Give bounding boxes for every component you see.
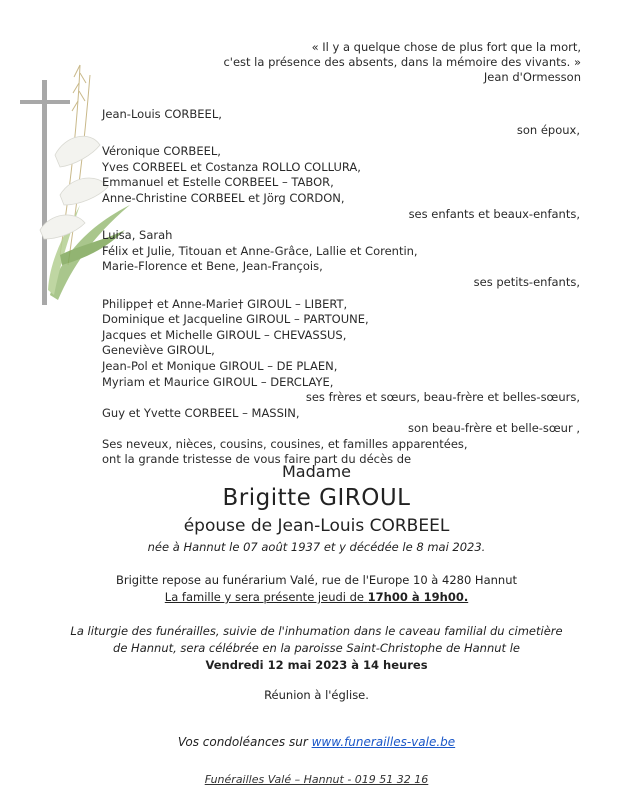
repose-info [80, 572, 553, 606]
family-name-line: Philippe† et Anne-Marie† GIROUL – LIBERT, [102, 296, 348, 311]
family-name-line: Myriam et Maurice GIROUL – DERCLAYE, [102, 374, 334, 389]
liturgy-info [70, 623, 563, 674]
relationship-label: ses enfants et beaux-enfants, [408, 206, 580, 221]
quote-author: Jean d'Ormesson [483, 70, 581, 84]
family-name-line: Geneviève GIROUL, [102, 343, 215, 358]
reunion-note: Réunion à l'église. [264, 688, 369, 702]
epigraph [221, 40, 581, 85]
footer [80, 773, 553, 786]
birth-death-line: née à Hannut le 07 août 1937 et y décédée le 8 mai 2023. [147, 540, 486, 554]
repose-line: Brigitte repose au funérarium Valé, rue de l'Europe 10 à 4280 Hannut [115, 573, 518, 587]
relationship-label: ses petits-enfants, [473, 274, 580, 289]
family-name-line: Anne-Christine CORBEEL et Jörg CORDON, [102, 190, 345, 205]
visiting-prefix: La famille y sera présente jeudi de [164, 590, 368, 604]
lily-flower-icon [40, 136, 108, 239]
relationship-label: son époux, [516, 122, 580, 137]
relationship-label: son beau-frère et belle-sœur , [408, 421, 580, 436]
family-name-line: Jean-Pol et Monique GIROUL – DE PLAEN, [102, 358, 338, 373]
deceased-name: Brigitte GIROUL [222, 485, 411, 511]
family-name-line: Emmanuel et Estelle CORBEEL – TABOR, [102, 175, 334, 190]
liturgy-line-2: de Hannut, sera célébrée en la paroisse Saint-Christophe de Hannut le [113, 641, 520, 655]
relationship-label: ses frères et sœurs, beau-frère et belles-sœurs, [305, 390, 580, 405]
family-name-line: Marie-Florence et Bene, Jean-François, [102, 259, 323, 274]
visiting-hours [80, 589, 553, 606]
family-name-line: Jacques et Michelle GIROUL – CHEVASSUS, [102, 327, 347, 342]
family-name-line: Félix et Julie, Titouan et Anne-Grâce, Lallie et Corentin, [102, 243, 418, 258]
family-list [102, 107, 580, 468]
family-name-line: Dominique et Jacqueline GIROUL – PARTOUNE, [102, 312, 369, 327]
visiting-time: 17h00 à 19h00. [367, 590, 469, 604]
honorific: Madame [282, 462, 351, 481]
funeral-date: Vendredi 12 mai 2023 à 14 heures [205, 658, 428, 672]
family-name-line: Luisa, Sarah [102, 228, 173, 243]
liturgy-line-1: La liturgie des funérailles, suivie de l'inhumation dans le caveau familial du cimetière [70, 624, 563, 638]
family-name-line: ont la grande tristesse de vous faire part du décès de [102, 452, 412, 467]
family-name-line: Ses neveux, nièces, cousins, cousines, et familles apparentées, [102, 436, 468, 451]
quote-line-1: « Il y a quelque chose de plus fort que la mort, [311, 40, 581, 54]
family-name-line: Yves CORBEEL et Costanza ROLLO COLLURA, [102, 159, 361, 174]
family-name-line: Véronique CORBEEL, [102, 144, 221, 159]
footer-text: Funérailles Valé – Hannut - 019 51 32 16 [204, 773, 429, 786]
family-name-line: Jean-Louis CORBEEL, [102, 107, 222, 121]
quote-line-2: c'est la présence des absents, dans la mémoire des vivants. » [223, 55, 581, 69]
condolences-prefix: Vos condoléances sur [177, 735, 312, 749]
condolences-link[interactable]: www.funerailles-vale.be [311, 735, 456, 749]
condolences-line [80, 735, 553, 749]
spouse-line: épouse de Jean-Louis CORBEEL [183, 516, 450, 536]
family-name-line: Guy et Yvette CORBEEL – MASSIN, [102, 405, 300, 420]
